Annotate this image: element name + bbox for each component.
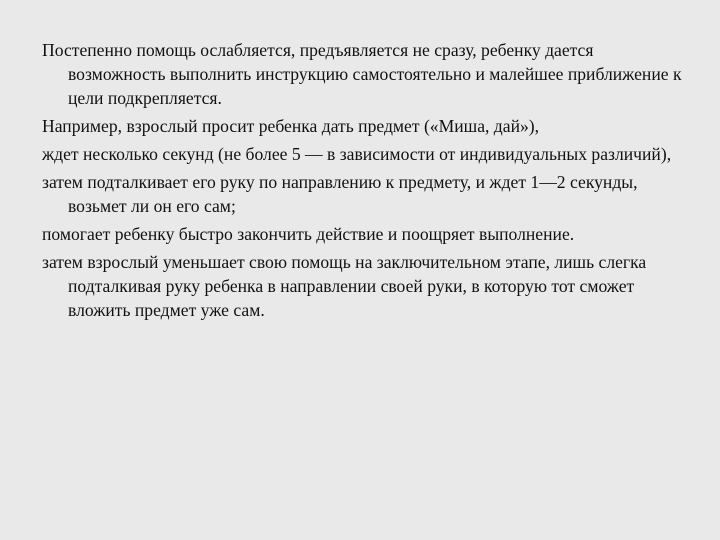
paragraph: Постепенно помощь ослабляется, предъявляется не сразу, ребенку дается возможность выполнить инструкцию самостоятельно и малейшее приближение к цели подкрепляется.	[42, 40, 682, 108]
text-body	[42, 38, 682, 326]
paragraph: затем взрослый уменьшает свою помощь на заключительном этапе, лишь слегка подталкивая руку ребенка в направлении своей руки, в которую тот сможет вложить предмет уже сам.	[42, 252, 647, 320]
paragraph: помогает ребенку быстро закончить действие и поощряет выполнение.	[42, 224, 575, 244]
paragraph: затем подталкивает его руку по направлению к предмету, и ждет 1—2 секунды, возьмет ли он его сам;	[42, 172, 638, 216]
paragraph: ждет несколько секунд (не более 5 — в зависимости от индивидуальных различий),	[42, 144, 672, 164]
paragraph: Например, взрослый просит ребенка дать предмет («Миша, дай»),	[42, 116, 540, 136]
